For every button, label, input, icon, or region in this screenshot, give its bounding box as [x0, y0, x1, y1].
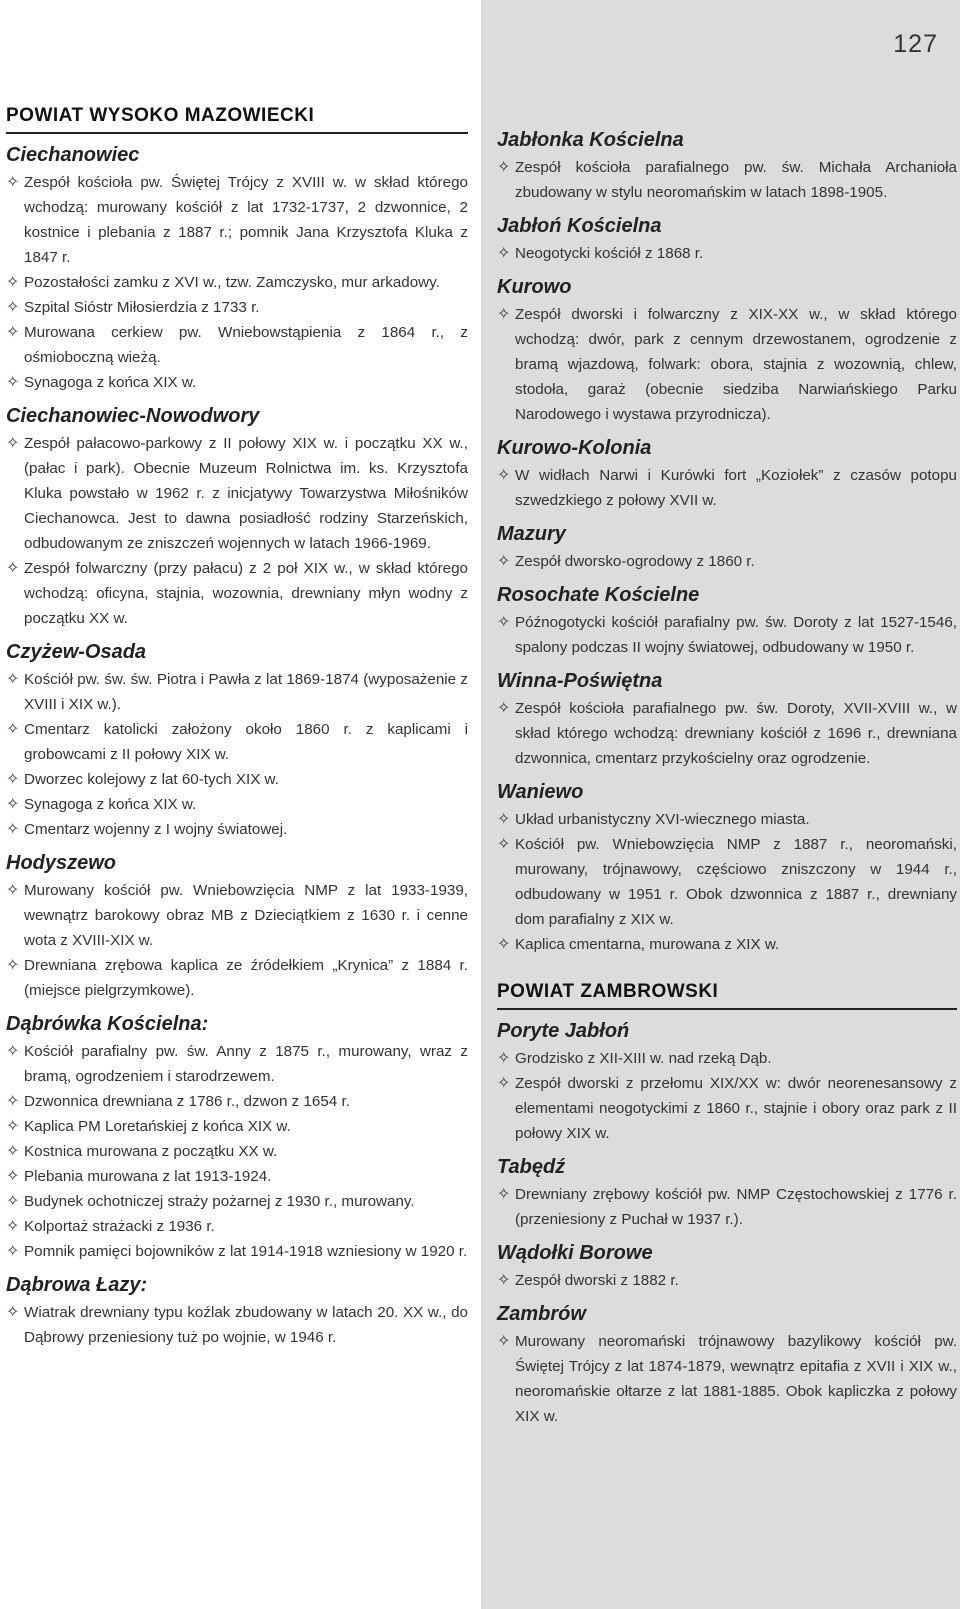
place-heading-winna-poswietna: Winna-Poświętna [497, 670, 663, 692]
list-item [6, 1300, 468, 1350]
list-item [6, 1039, 468, 1089]
section-title-powiat-zambrowski: POWIAT ZAMBROWSKI [497, 981, 957, 1010]
place-heading-czyzew-osada: Czyżew-Osada [6, 641, 147, 663]
star-bullet-icon: ✧ [6, 1093, 20, 1110]
list-item-text: Zespół kościoła pw. Świętej Trójcy z XVIII w. w skład którego wchodzą: murowany kościół z lat 1732-1737, 2 dzwonnice, 2 kostnice i plebania z 1887 r.; pomnik Jana Krzysztofa Kluka z 1847 r. [24, 174, 468, 266]
page-number: 127 [893, 30, 938, 58]
place-heading-waniewo: Waniewo [497, 781, 584, 803]
list-item [6, 1089, 468, 1114]
list-item [6, 1189, 468, 1214]
list-item-text: Zespół kościoła parafialnego pw. św. Michała Archanioła zbudowany w stylu neoromańskim w latach 1898-1905. [515, 159, 957, 201]
list-item [6, 270, 468, 295]
list-item [6, 1114, 468, 1139]
place-heading-kurowo-kolonia: Kurowo-Kolonia [497, 437, 652, 459]
star-bullet-icon: ✧ [497, 1050, 511, 1067]
list-item-text: Grodzisko z XII-XIII w. nad rzeką Dąb. [515, 1050, 772, 1067]
list-item-text: Kościół pw. św. św. Piotra i Pawła z lat 1869-1874 (wyposażenie z XVIII i XIX w.). [24, 671, 468, 713]
list-item [497, 1046, 957, 1071]
list-item-text: Murowany kościół pw. Wniebowzięcia NMP z lat 1933-1939, wewnątrz barokowy obraz MB z Dzieciątkiem z 1630 r. i cenne wota z XVIII-XIX w. [24, 882, 468, 949]
list-item-text: Zespół dworski z przełomu XIX/XX w: dwór neorenesansowy z elementami neogotyckimi z 1860 r., stajnie i obory oraz park z II połowy XIX w. [515, 1075, 957, 1142]
place-heading-zambrow: Zambrów [497, 1303, 586, 1325]
place-heading-mazury: Mazury [497, 523, 566, 545]
list-item-text: Kościół parafialny pw. św. Anny z 1875 r., murowany, wraz z bramą, ogrodzeniem i starodrzewem. [24, 1043, 468, 1085]
list-item-text: Zespół dworsko-ogrodowy z 1860 r. [515, 553, 755, 570]
place-heading-ciechanowiec-nowodwory: Ciechanowiec-Nowodwory [6, 405, 260, 427]
list-item-text: Synagoga z końca XIX w. [24, 796, 197, 813]
list-item-text: Kaplica cmentarna, murowana z XIX w. [515, 936, 780, 953]
list-item [6, 1139, 468, 1164]
star-bullet-icon: ✧ [6, 374, 20, 391]
star-bullet-icon: ✧ [497, 1333, 511, 1350]
list-item [497, 463, 957, 513]
list-item-text: Kościół pw. Wniebowzięcia NMP z 1887 r., neoromański, murowany, trójnawowy, częściowo zniszczony w 1944 r., odbudowany w 1951 r. Obok dzwonnica z 1887 r., drewniany dom parafialny z XIX w. [515, 836, 957, 928]
list-item [6, 817, 468, 842]
star-bullet-icon: ✧ [497, 1186, 511, 1203]
list-item-text: Kaplica PM Loretańskiej z końca XIX w. [24, 1118, 291, 1135]
list-item [497, 155, 957, 205]
list-item [497, 1071, 957, 1146]
list-item-text: Zespół dworski i folwarczny z XIX-XX w., w skład którego wchodzą: dwór, park z cennym drzewostanem, ogrodzenie z bramą wjazdową, folwark: obora, stajnia z wozownią, chlew, stodoła, garaż (obecnie siedziba Narwiańskiego Parku Narodowego i wystawa przyrodnicza). [515, 306, 957, 423]
list-item [6, 370, 468, 395]
list-item-text: Zespół folwarczny (przy pałacu) z 2 poł XIX w., w skład którego wchodzą: oficyna, stajnia, wozownia, drewniany młyn wodny z początku XX w. [24, 560, 468, 627]
list-item-text: Plebania murowana z lat 1913-1924. [24, 1168, 272, 1185]
list-item-text: Cmentarz wojenny z I wojny światowej. [24, 821, 288, 838]
list-item-text: Zespół dworski z 1882 r. [515, 1272, 679, 1289]
star-bullet-icon: ✧ [497, 159, 511, 176]
list-item [6, 1214, 468, 1239]
star-bullet-icon: ✧ [6, 324, 20, 341]
star-bullet-icon: ✧ [497, 811, 511, 828]
list-item-text: Neogotycki kościół z 1868 r. [515, 245, 704, 262]
star-bullet-icon: ✧ [6, 1143, 20, 1160]
place-heading-poryte-jablon: Poryte Jabłoń [497, 1020, 630, 1042]
place-heading-tabedz: Tabędź [497, 1156, 566, 1178]
place-heading-wadolki-borowe: Wądołki Borowe [497, 1242, 653, 1264]
list-item-text: Dzwonnica drewniana z 1786 r., dzwon z 1654 r. [24, 1093, 350, 1110]
place-heading-dabrowka-koscielna: Dąbrówka Kościelna: [6, 1013, 209, 1035]
star-bullet-icon: ✧ [497, 306, 511, 323]
place-heading-ciechanowiec: Ciechanowiec [6, 144, 140, 166]
list-item-text: Murowany neoromański trójnawowy bazylikowy kościół pw. Świętej Trójcy z lat 1874-1879, wewnątrz epitafia z XVII i XIX w., neoromańskie ołtarze z lat 1881-1885. Obok kapliczka z połowy XIX w. [515, 1333, 957, 1425]
list-item-text: Kostnica murowana z początku XX w. [24, 1143, 278, 1160]
star-bullet-icon: ✧ [497, 700, 511, 717]
star-bullet-icon: ✧ [497, 467, 511, 484]
star-bullet-icon: ✧ [497, 245, 511, 262]
list-item [6, 295, 468, 320]
list-item [6, 320, 468, 370]
star-bullet-icon: ✧ [6, 299, 20, 316]
star-bullet-icon: ✧ [6, 771, 20, 788]
place-heading-hodyszewo: Hodyszewo [6, 852, 117, 874]
list-item [6, 953, 468, 1003]
star-bullet-icon: ✧ [6, 1243, 20, 1260]
star-bullet-icon: ✧ [6, 1118, 20, 1135]
star-bullet-icon: ✧ [497, 836, 511, 853]
star-bullet-icon: ✧ [6, 671, 20, 688]
list-item-text: Kolportaż strażacki z 1936 r. [24, 1218, 215, 1235]
star-bullet-icon: ✧ [6, 435, 20, 452]
list-item [6, 1239, 468, 1264]
star-bullet-icon: ✧ [6, 1193, 20, 1210]
place-heading-jablonka-koscielna: Jabłonka Kościelna [497, 129, 684, 151]
star-bullet-icon: ✧ [6, 882, 20, 899]
list-item-text: Wiatrak drewniany typu koźlak zbudowany w latach 20. XX w., do Dąbrowy przeniesiony tuż po wojnie, w 1946 r. [24, 1304, 468, 1346]
star-bullet-icon: ✧ [6, 174, 20, 191]
star-bullet-icon: ✧ [6, 1043, 20, 1060]
list-item [6, 1164, 468, 1189]
list-item [6, 667, 468, 717]
list-item [6, 170, 468, 270]
star-bullet-icon: ✧ [6, 821, 20, 838]
star-bullet-icon: ✧ [497, 1075, 511, 1092]
star-bullet-icon: ✧ [6, 274, 20, 291]
list-item [497, 1182, 957, 1232]
place-heading-kurowo: Kurowo [497, 276, 572, 298]
list-item-text: Pozostałości zamku z XVI w., tzw. Zamczysko, mur arkadowy. [24, 274, 440, 291]
list-item-text: Układ urbanistyczny XVI-wiecznego miasta. [515, 811, 810, 828]
list-item [6, 556, 468, 631]
list-item-text: Synagoga z końca XIX w. [24, 374, 197, 391]
list-item [6, 792, 468, 817]
star-bullet-icon: ✧ [6, 957, 20, 974]
section [6, 105, 468, 1350]
list-item-text: Cmentarz katolicki założony około 1860 r. z kaplicami i grobowcami z II połowy XIX w. [24, 721, 468, 763]
star-bullet-icon: ✧ [497, 936, 511, 953]
left-column [6, 105, 468, 1350]
star-bullet-icon: ✧ [497, 1272, 511, 1289]
list-item [497, 696, 957, 771]
list-item-text: Drewniany zrębowy kościół pw. NMP Częstochowskiej z 1776 r. (przeniesiony z Puchał w 1937 r.). [515, 1186, 957, 1228]
list-item-text: Szpital Sióstr Miłosierdzia z 1733 r. [24, 299, 260, 316]
list-item [6, 717, 468, 767]
star-bullet-icon: ✧ [6, 1304, 20, 1321]
list-item-text: Zespół pałacowo-parkowy z II połowy XIX w. i początku XX w., (pałac i park). Obecnie Muzeum Rolnictwa im. ks. Krzysztofa Kluka powstało w 1962 r. z inicjatywy Towarzystwa Miłośników Ciechanowca. Jest to dawna posiadłość rodziny Starzeńskich, odbudowanym ze zniszczeń wojennych w latach 1966-1969. [24, 435, 468, 552]
place-heading-rosochate-koscielne: Rosochate Kościelne [497, 584, 700, 606]
list-item [497, 832, 957, 932]
right-column [497, 105, 957, 1429]
star-bullet-icon: ✧ [497, 614, 511, 631]
section-title-powiat-wysoko-mazowiecki: POWIAT WYSOKO MAZOWIECKI [6, 105, 468, 134]
list-item [6, 767, 468, 792]
list-item [497, 1268, 957, 1293]
list-item-text: Późnogotycki kościół parafialny pw. św. Doroty z lat 1527-1546, spalony podczas II wojny światowej, odbudowany w 1950 r. [515, 614, 957, 656]
section [497, 981, 957, 1429]
place-heading-jablon-koscielna: Jabłoń Kościelna [497, 215, 662, 237]
list-item [497, 1329, 957, 1429]
list-item-text: Budynek ochotniczej straży pożarnej z 1930 r., murowany. [24, 1193, 415, 1210]
list-item [497, 302, 957, 427]
list-item-text: Dworzec kolejowy z lat 60-tych XIX w. [24, 771, 279, 788]
list-item-text: Murowana cerkiew pw. Wniebowstąpienia z 1864 r., z ośmioboczną wieżą. [24, 324, 468, 366]
section [497, 129, 957, 957]
star-bullet-icon: ✧ [6, 560, 20, 577]
list-item [497, 549, 957, 574]
star-bullet-icon: ✧ [6, 1218, 20, 1235]
star-bullet-icon: ✧ [6, 796, 20, 813]
list-item [6, 431, 468, 556]
list-item [6, 878, 468, 953]
place-heading-dabrowa-lazy: Dąbrowa Łazy: [6, 1274, 148, 1296]
list-item [497, 610, 957, 660]
list-item-text: Pomnik pamięci bojowników z lat 1914-1918 wzniesiony w 1920 r. [24, 1243, 468, 1260]
list-item [497, 932, 957, 957]
list-item [497, 241, 957, 266]
star-bullet-icon: ✧ [6, 1168, 20, 1185]
list-item-text: Drewniana zrębowa kaplica ze źródełkiem „Krynica” z 1884 r. (miejsce pielgrzymkowe). [24, 957, 468, 999]
star-bullet-icon: ✧ [6, 721, 20, 738]
list-item [497, 807, 957, 832]
list-item-text: W widłach Narwi i Kurówki fort „Koziołek” z czasów potopu szwedzkiego z połowy XVII w. [515, 467, 957, 509]
list-item-text: Zespół kościoła parafialnego pw. św. Doroty, XVII-XVIII w., w skład którego wchodzą: drewniany kościół z 1696 r., drewniana dzwonnica, cmentarz przykościelny oraz ogrodzenie. [515, 700, 957, 767]
star-bullet-icon: ✧ [497, 553, 511, 570]
